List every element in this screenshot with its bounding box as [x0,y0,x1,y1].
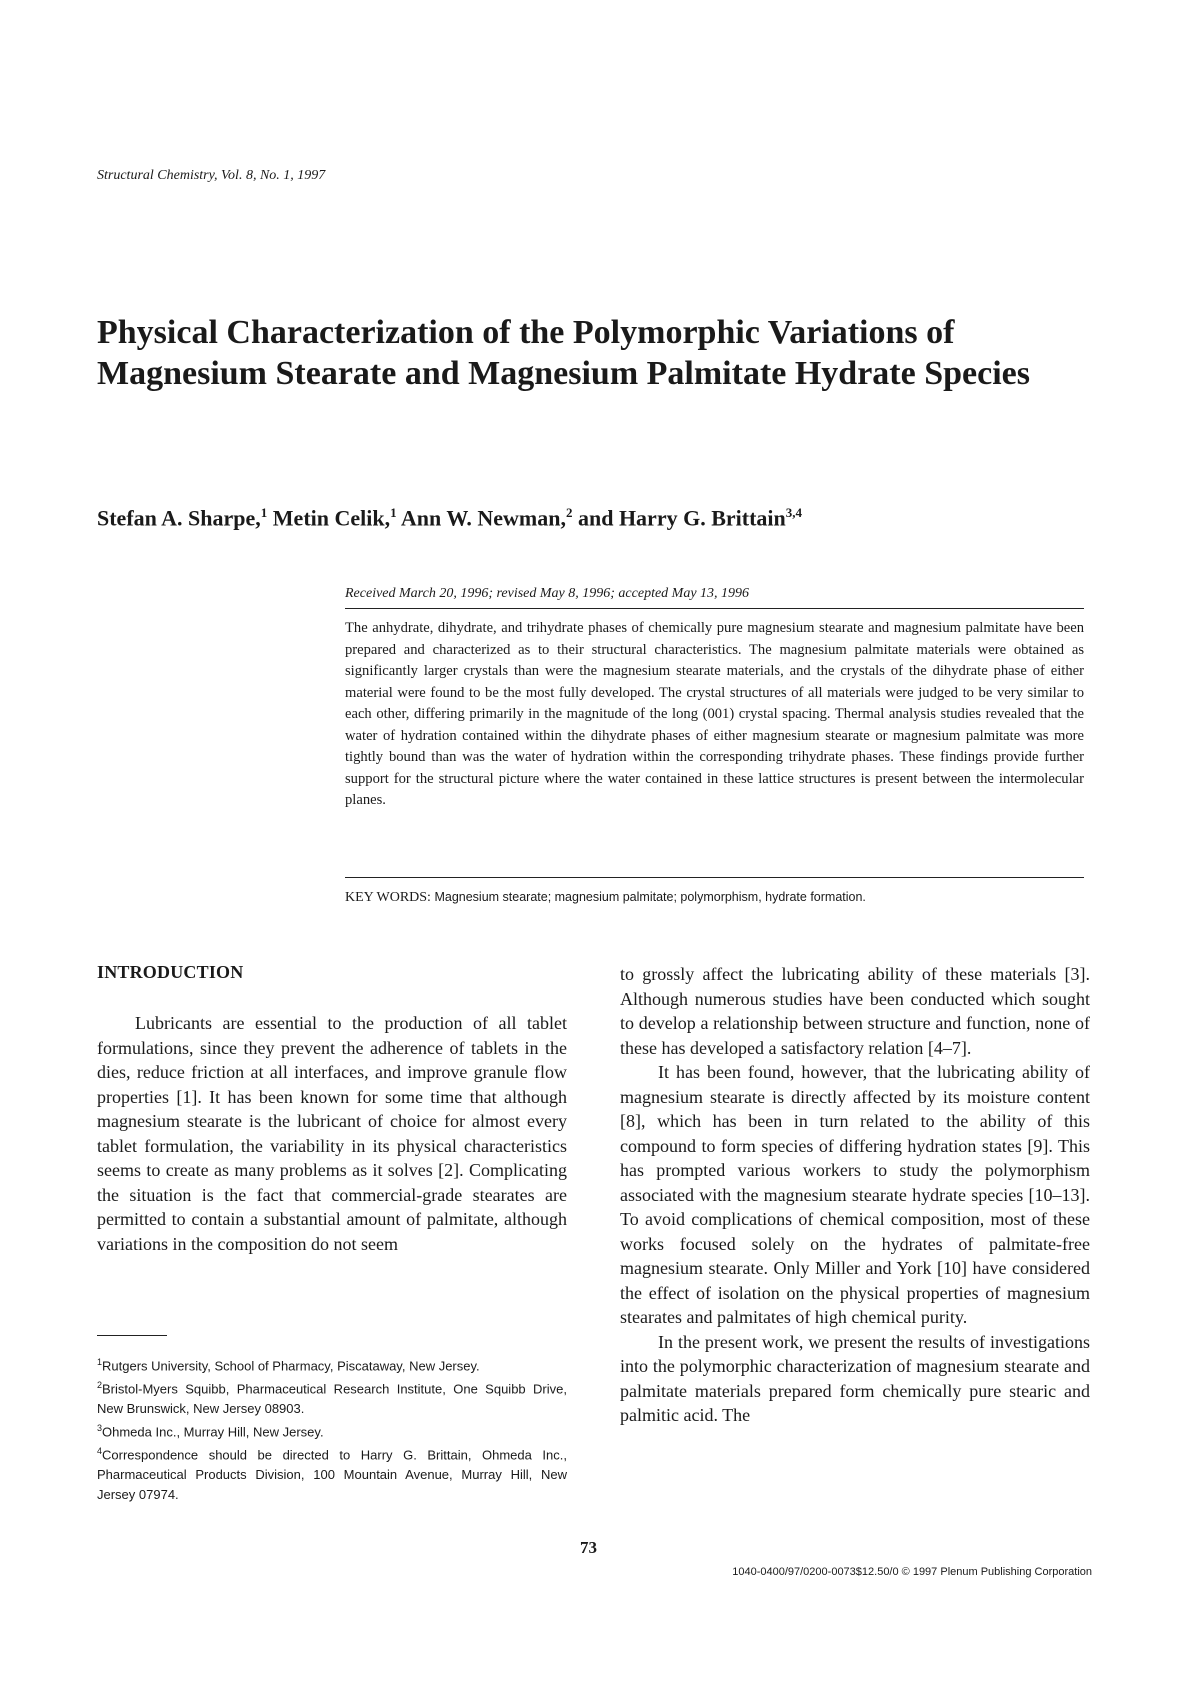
footnote-mark: 1 [97,1357,103,1367]
body-paragraph: Lubricants are essential to the production of all tablet formulations, since they prevent the adherence of tablets in the dies, reduce friction at all interfaces, and improve granule flow properties [1]. It has been known for some time that although magnesium stearate is the lubricant of choice for almost every tablet formulation, the variability in its physical characteristics seems to create as many problems as it solves [2]. Complicating the situation is the fact that commercial-grade stearates are permitted to contain a substantial amount of palmitate, although variations in the composition do not seem [97,1013,567,1254]
footnote [97,1442,567,1505]
keywords [345,890,1084,906]
body-paragraph: In the present work, we present the results of investigations into the polymorphic characterization of magnesium stearate and palmitate materials prepared form chemically pure stearic and palmitic acid. The [620,1331,1090,1425]
footnote-text: Bristol-Myers Squibb, Pharmaceutical Research Institute, One Squibb Drive, New Brunswick, New Jersey 08903. [97,1381,567,1417]
keywords-label: KEY WORDS: [345,890,431,905]
footnote-text: Ohmeda Inc., Murray Hill, New Jersey. [102,1424,324,1440]
page-number: 73 [580,1538,597,1557]
footnote-mark: 2 [97,1380,103,1391]
author-name: Ann W. Newman, [396,505,566,531]
keywords-text: Magnesium stearate; magnesium palmitate; polymorphism, hydrate formation. [434,890,866,904]
footnote [97,1376,567,1419]
body-paragraph: It has been found, however, that the lubricating ability of magnesium stearate is directly affected by its moisture content [8], which has been in turn related to the ability of this compound to form species of differing hydration states [9]. This has prompted various workers to study the polymorphism associated with the magnesium stearate hydrate species [10–13]. To avoid complications of chemical composition, most of these works focused solely on the hydrates of palmitate-free magnesium stearate. Only Miller and York [10] have considered the effect of isolation on the physical properties of magnesium stearates and palmitates of high chemical purity. [620,1062,1090,1327]
author-affiliation-mark: 2 [565,505,573,520]
author-name: and Harry G. Brittain [572,505,786,531]
left-column [97,962,567,1256]
copyright-line: 1040-0400/97/0200-0073$12.50/0 © 1997 Plenum Publishing Corporation [732,1566,1092,1578]
author-name: Metin Celik, [267,505,391,531]
author-name: Stefan A. Sharpe, [97,505,261,531]
author-affiliation-mark: 1 [260,505,268,520]
footnote-text: Rutgers University, School of Pharmacy, Piscataway, New Jersey. [102,1358,480,1374]
footnote [97,1419,567,1442]
abstract-top-rule [345,608,1084,609]
right-column [620,962,1090,1428]
abstract-bottom-rule [345,877,1084,878]
author-affiliation-mark: 1 [390,505,397,520]
footnote-rule [97,1335,167,1336]
footnote [97,1353,567,1376]
author-list [97,505,1057,531]
footnote-mark: 4 [97,1446,103,1457]
author-affiliation-mark: 3,4 [785,505,802,520]
footnote-mark: 3 [97,1423,103,1434]
article-title: Physical Characterization of the Polymorphic Variations of Magnesium Stearate and Magnesium Palmitate Hydrate Species [97,314,1030,392]
footnotes [97,1353,567,1505]
journal-citation: Structural Chemistry, Vol. 8, No. 1, 1997 [97,168,326,183]
abstract: The anhydrate, dihydrate, and trihydrate phases of chemically pure magnesium stearate and magnesium palmitate have been prepared and characterized as to their structural characteristics. The magnesium palmitate materials were obtained as significantly larger crystals than were the magnesium stearate materials, and the crystals of the dihydrate phase of either material were found to be the most fully developed. The crystal structures of all materials were judged to be very similar to each other, differing primarily in the magnitude of the long (001) crystal spacing. Thermal analysis studies revealed that the water of hydration contained within the dihydrate phases of either magnesium stearate or magnesium palmitate was more tightly bound than was the water of hydration within the corresponding trihydrate phases. These findings provide further support for the structural picture where the water contained in these lattice structures is present between the intermolecular planes. [345,620,1084,808]
section-heading: INTRODUCTION [97,962,244,982]
body-paragraph: to grossly affect the lubricating ability of these materials [3]. Although numerous studies have been conducted which sought to develop a relationship between structure and function, none of these has developed a satisfactory relation [4–7]. [620,964,1090,1058]
footnote-text: Correspondence should be directed to Harry G. Brittain, Ohmeda Inc., Pharmaceutical Products Division, 100 Mountain Avenue, Murray Hill, New Jersey 07974. [97,1447,567,1503]
received-dates: Received March 20, 1996; revised May 8, 1996; accepted May 13, 1996 [345,586,750,601]
